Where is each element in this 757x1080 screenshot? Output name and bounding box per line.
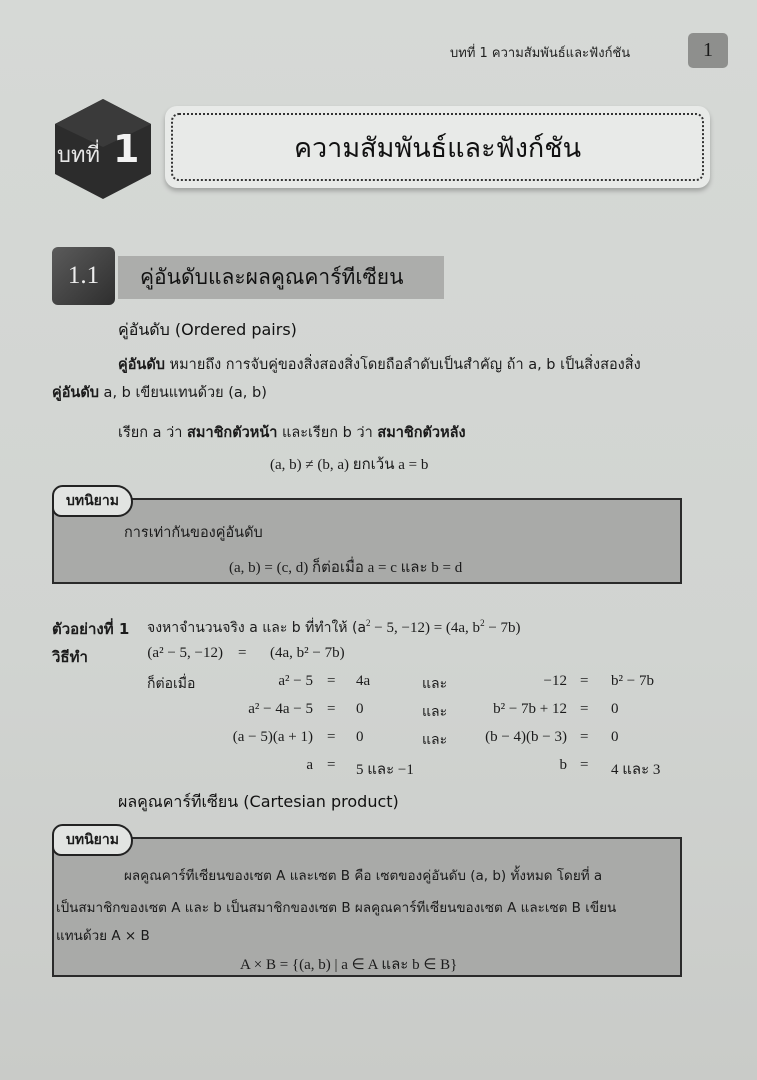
- and-label: และ: [422, 732, 448, 748]
- row4-lhs: a: [306, 757, 313, 773]
- row1-rhs: 4a: [356, 673, 371, 689]
- page-number: 1: [688, 33, 728, 68]
- row2-lhs2: b² − 7b + 12: [493, 701, 567, 717]
- row0-rhs: [250, 645, 430, 662]
- para3-text-a: เรียก a ว่า: [118, 425, 188, 441]
- row2-op2: =: [580, 701, 589, 717]
- row0-rhs-text: (4a, b² − 7b): [270, 645, 345, 661]
- definition-2-line3: แทนด้วย A × B: [56, 928, 150, 944]
- and-label: และ: [422, 704, 448, 720]
- running-header: บทที่ 1 ความสัมพันธ์และฟังก์ชัน: [450, 46, 631, 61]
- problem-text: จงหาจำนวนจริง a และ b ที่ทำให้ (a: [147, 620, 367, 636]
- row0-lhs: (a² − 5, −12): [147, 645, 223, 661]
- term-ordered-pair: คู่อันดับ: [118, 357, 165, 373]
- row4-op: =: [327, 757, 336, 773]
- term-second-member: สมาชิกตัวหลัง: [377, 425, 466, 441]
- chapter-badge: [51, 97, 155, 201]
- term-ordered-pair: คู่อันดับ: [52, 385, 99, 401]
- row3-op: =: [327, 729, 336, 745]
- ordered-pairs-para3: [118, 420, 466, 446]
- chapter-label: บทที่: [57, 143, 100, 168]
- row3-lhs: (a − 5)(a + 1): [232, 729, 313, 745]
- ordered-pairs-heading: คู่อันดับ (Ordered pairs): [118, 320, 297, 339]
- row3-op2: =: [580, 729, 589, 745]
- section-title: คู่อันดับและผลคูณคาร์ทีเซียน: [118, 256, 444, 299]
- row0-op: =: [238, 645, 247, 661]
- exponent: 2: [366, 618, 371, 628]
- row2-op: =: [327, 701, 336, 717]
- section-number: 1.1: [52, 247, 115, 305]
- problem-text: − 5, −12) = (4a, b: [370, 620, 481, 636]
- para3-text-c: และเรียก b ว่า: [277, 425, 378, 441]
- problem-text: − 7b): [484, 620, 521, 636]
- definition-box-1: [52, 498, 682, 584]
- and-label: และ: [422, 676, 448, 692]
- row2-lhs: a² − 4a − 5: [248, 701, 313, 717]
- definition-2-formula: A × B = {(a, b) | a ∈ A และ b ∈ B}: [240, 957, 458, 973]
- row2-rhs: 0: [356, 701, 364, 717]
- row4-op2: =: [580, 757, 589, 773]
- row4-rhs: 5 และ −1: [356, 762, 414, 778]
- chapter-title-box: [165, 106, 710, 188]
- iff-label: ก็ต่อเมื่อ: [147, 676, 196, 692]
- row4-rhs2: 4 และ 3: [611, 762, 661, 778]
- definition-tab-1: บทนิยาม: [52, 485, 133, 517]
- row1-op2: =: [580, 673, 589, 689]
- ordered-pairs-para1: [118, 352, 641, 378]
- para1-text: หมายถึง การจับคู่ของสิ่งสองสิ่งโดยถือลำดับเป็นสำคัญ ถ้า a, b เป็นสิ่งสองสิ่ง: [164, 357, 641, 373]
- para2-text: a, b เขียนแทนด้วย (a, b): [98, 385, 267, 401]
- row2-rhs2: 0: [611, 701, 619, 717]
- chapter-number: 1: [113, 127, 140, 171]
- ordered-pairs-para2: [52, 380, 267, 406]
- term-first-member: สมาชิกตัวหน้า: [187, 425, 278, 441]
- solution-label: วิธีทำ: [52, 648, 88, 666]
- example-problem: [147, 617, 521, 639]
- row1-lhs2: −12: [543, 673, 567, 689]
- definition-1-formula: (a, b) = (c, d) ก็ต่อเมื่อ a = c และ b = d: [229, 560, 463, 576]
- row4-lhs2: b: [559, 757, 567, 773]
- row1-lhs: a² − 5: [278, 673, 313, 689]
- definition-2-line1: ผลคูณคาร์ทีเซียนของเซต A และเซต B คือ เซตของคู่อันดับ (a, b) ทั้งหมด โดยที่ a: [124, 868, 603, 884]
- definition-tab-2: บทนิยาม: [52, 824, 133, 856]
- row3-rhs2: 0: [611, 729, 619, 745]
- row3-lhs2: (b − 4)(b − 3): [485, 729, 567, 745]
- row1-op: =: [327, 673, 336, 689]
- example-label: ตัวอย่างที่ 1: [52, 620, 130, 638]
- row1-rhs2: b² − 7b: [611, 673, 654, 689]
- definition-box-2: [52, 837, 682, 977]
- inequality-statement: (a, b) ≠ (b, a) ยกเว้น a = b: [270, 457, 429, 473]
- row3-rhs: 0: [356, 729, 364, 745]
- chapter-title: ความสัมพันธ์และฟังก์ชัน: [171, 113, 704, 181]
- exponent: 2: [480, 618, 485, 628]
- definition-2-line2: เป็นสมาชิกของเซต A และ b เป็นสมาชิกของเซต B ผลคูณคาร์ทีเซียนของเซต A และเซต B เขียน: [56, 900, 617, 916]
- cartesian-heading: ผลคูณคาร์ทีเซียน (Cartesian product): [118, 792, 399, 811]
- definition-1-line1: การเท่ากันของคู่อันดับ: [124, 525, 263, 541]
